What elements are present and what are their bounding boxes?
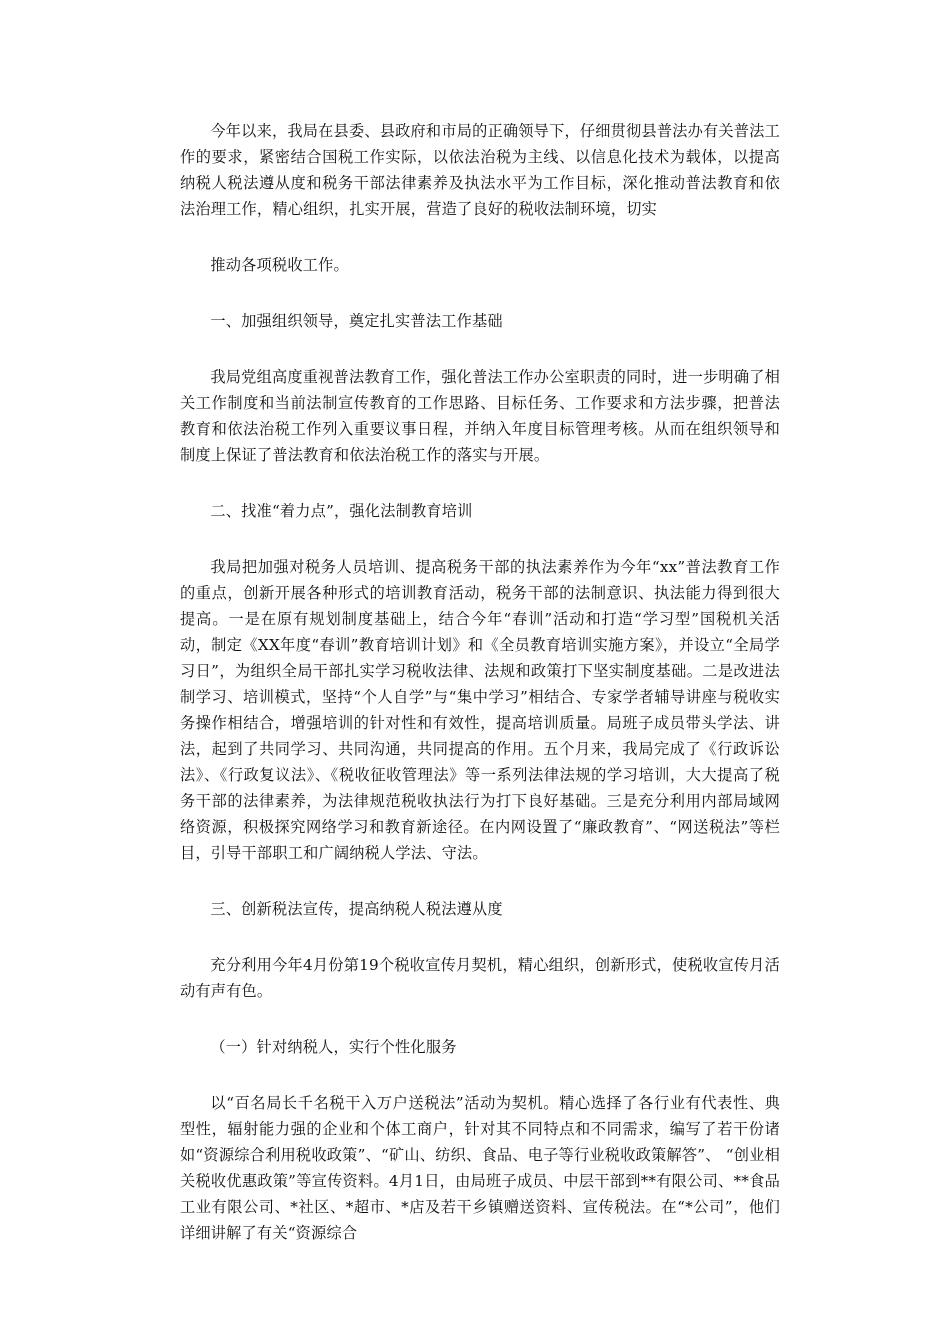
section-heading-2: 二、找准“着力点”，强化法制教育培训 [210,502,473,520]
document-body [180,118,780,1276]
section-heading-3: 三、创新税法宣传，提高纳税人税法遵从度 [210,900,503,918]
subsection-3-1-paragraph: 以“百名局长千名税干入万户送税法”活动为契机。精心选择了各行业有代表性、典型性，辐射能力强的企业和个体工商户，针对其不同特点和不同需求，编写了若干份诸如“资源综合利用税收政策”、“矿山、纺织、食品、电子等行业税收政策解答”、 “创业相关税收优惠政策”等宣传资料。4月1日，由局班子成员、中层干部到**有限公司、**食品工业有限公司、*社区、*超市、*店及若干乡镇赠送资料、宣传税法。在“*公司”，他们详细讲解了有关“资源综合 [180,1094,780,1242]
section-heading-1: 一、加强组织领导，奠定扎实普法工作基础 [210,312,503,330]
intro-paragraph-continued: 推动各项税收工作。 [210,256,349,274]
section-1-paragraph: 我局党组高度重视普法教育工作，强化普法工作办公室职责的同时，进一步明确了相关工作制度和当前法制宣传教育的工作思路、目标任务、工作要求和方法步骤，把普法教育和依法治税工作列入重要议事日程，并纳入年度目标管理考核。从而在组织领导和制度上保证了普法教育和依法治税工作的落实与开展。 [180,368,780,464]
subsection-heading-3-1: （一）针对纳税人，实行个性化服务 [210,1038,457,1056]
section-3-paragraph: 充分利用今年4月份第19个税收宣传月契机，精心组织，创新形式，使税收宣传月活动有声有色。 [180,956,780,1000]
intro-paragraph: 今年以来，我局在县委、县政府和市局的正确领导下，仔细贯彻县普法办有关普法工作的要求，紧密结合国税工作实际，以依法治税为主线、以信息化技术为载体，以提高纳税人税法遵从度和税务干部法律素养及执法水平为工作目标，深化推动普法教育和依法治理工作，精心组织，扎实开展，营造了良好的税收法制环境，切实 [180,122,780,218]
section-2-paragraph: 我局把加强对税务人员培训、提高税务干部的执法素养作为今年“xx”普法教育工作的重点，创新开展各种形式的培训教育活动，税务干部的法制意识、执法能力得到很大提高。一是在原有规划制度基础上，结合今年“春训”活动和打造“学习型”国税机关活动，制定《XX年度“春训”教育培训计划》和《全员教育培训实施方案》，并设立“全局学习日”，为组织全局干部扎实学习税收法律、法规和政策打下坚实制度基础。二是改进法制学习、培训模式，坚持“个人自学”与“集中学习”相结合、专家学者辅导讲座与税收实务操作相结合，增强培训的针对性和有效性，提高培训质量。局班子成员带头学法、讲法，起到了共同学习、共同沟通，共同提高的作用。五个月来，我局完成了《行政诉讼法》、《行政复议法》、《税收征收管理法》等一系列法律法规的学习培训，大大提高了税务干部的法律素养，为法律规范税收执法行为打下良好基础。三是充分利用内部局域网络资源，积极探究网络学习和教育新途径。在内网设置了“廉政教育”、“网送税法”等栏目，引导干部职工和广阔纳税人学法、守法。 [180,558,780,862]
